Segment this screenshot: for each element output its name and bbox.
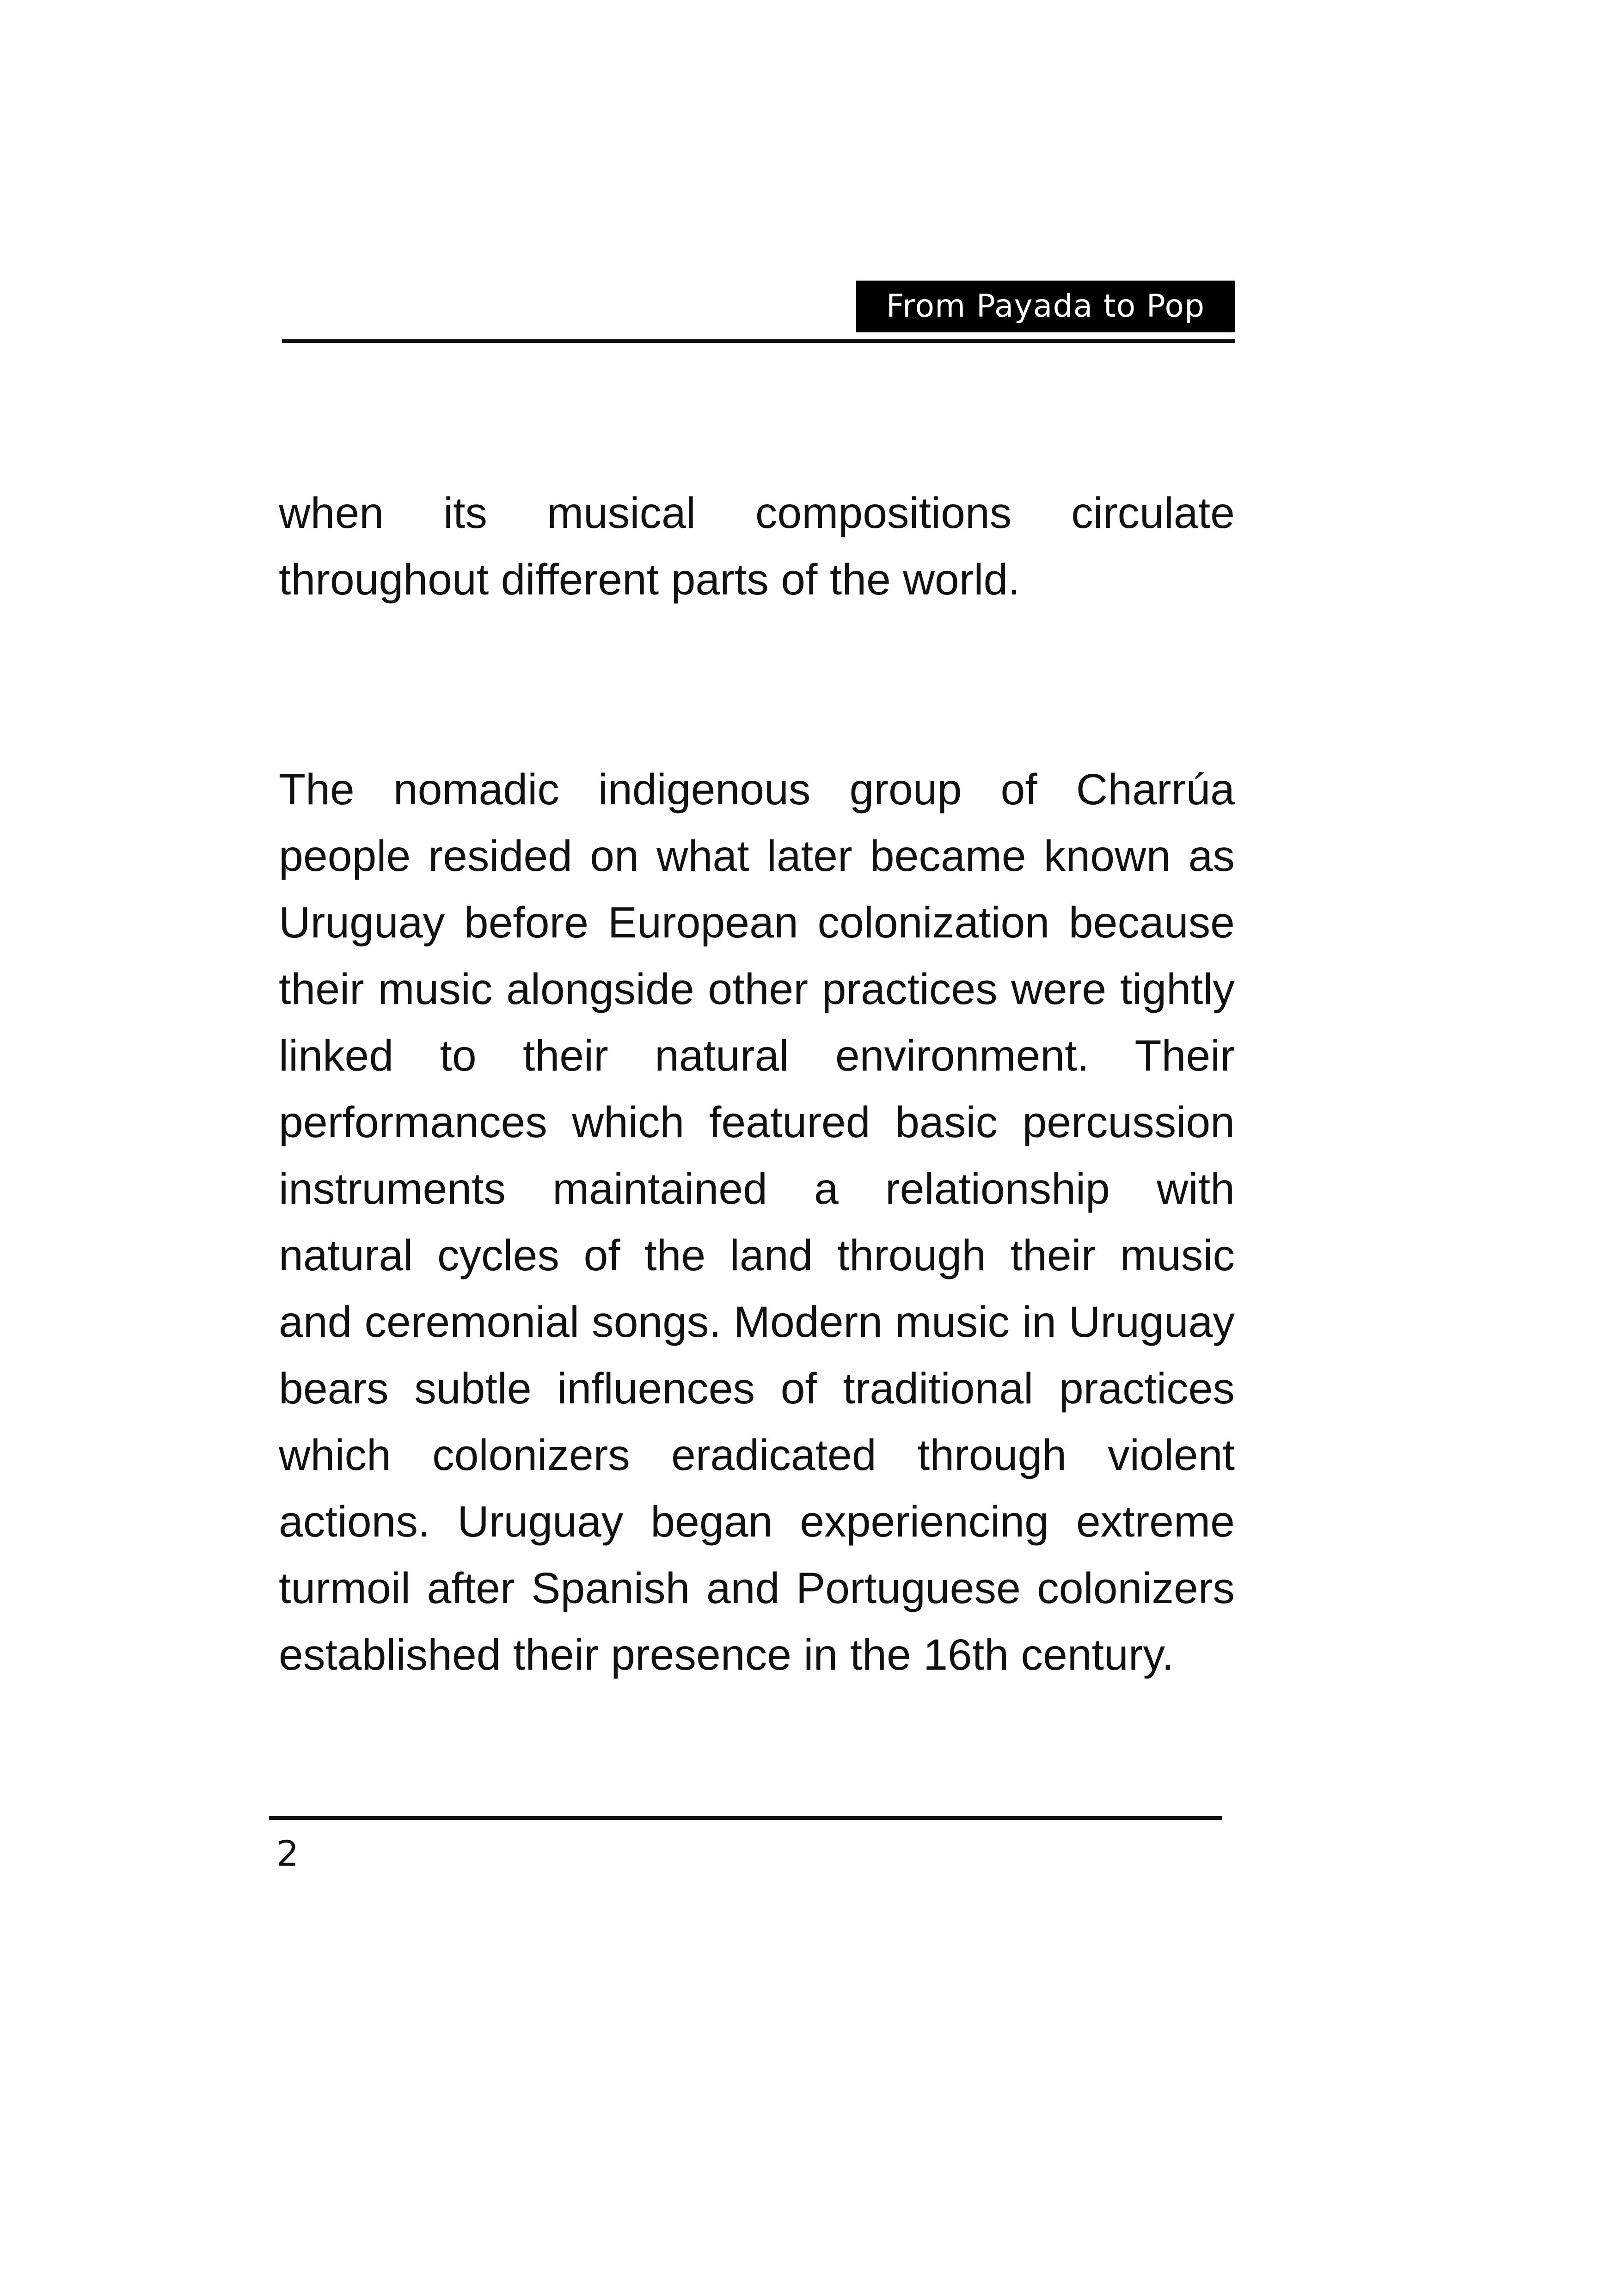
header-divider xyxy=(282,339,1235,343)
running-header-title: From Payada to Pop xyxy=(856,281,1235,332)
body-paragraph-1: when its musical compositions circulate throughout different parts of the world. xyxy=(279,489,1235,604)
page-number: 2 xyxy=(276,1833,299,1874)
footer-divider xyxy=(269,1816,1222,1820)
body-paragraph-2: The nomadic indigenous group of Charrúa people resided on what later became known as Uruguay before European colonization because their music alongside other practices were tightly linked to their natural environment. Their performances which featured basic percussion instruments maintained a relationship with natural cycles of the land through their music and ceremonial songs. Modern music in Uruguay bears subtle influences of traditional practices which colonizers eradicated through violent actions. Uruguay began experiencing extreme turmoil after Spanish and Portuguese colonizers established their presence in the 16th century. xyxy=(279,765,1235,1679)
